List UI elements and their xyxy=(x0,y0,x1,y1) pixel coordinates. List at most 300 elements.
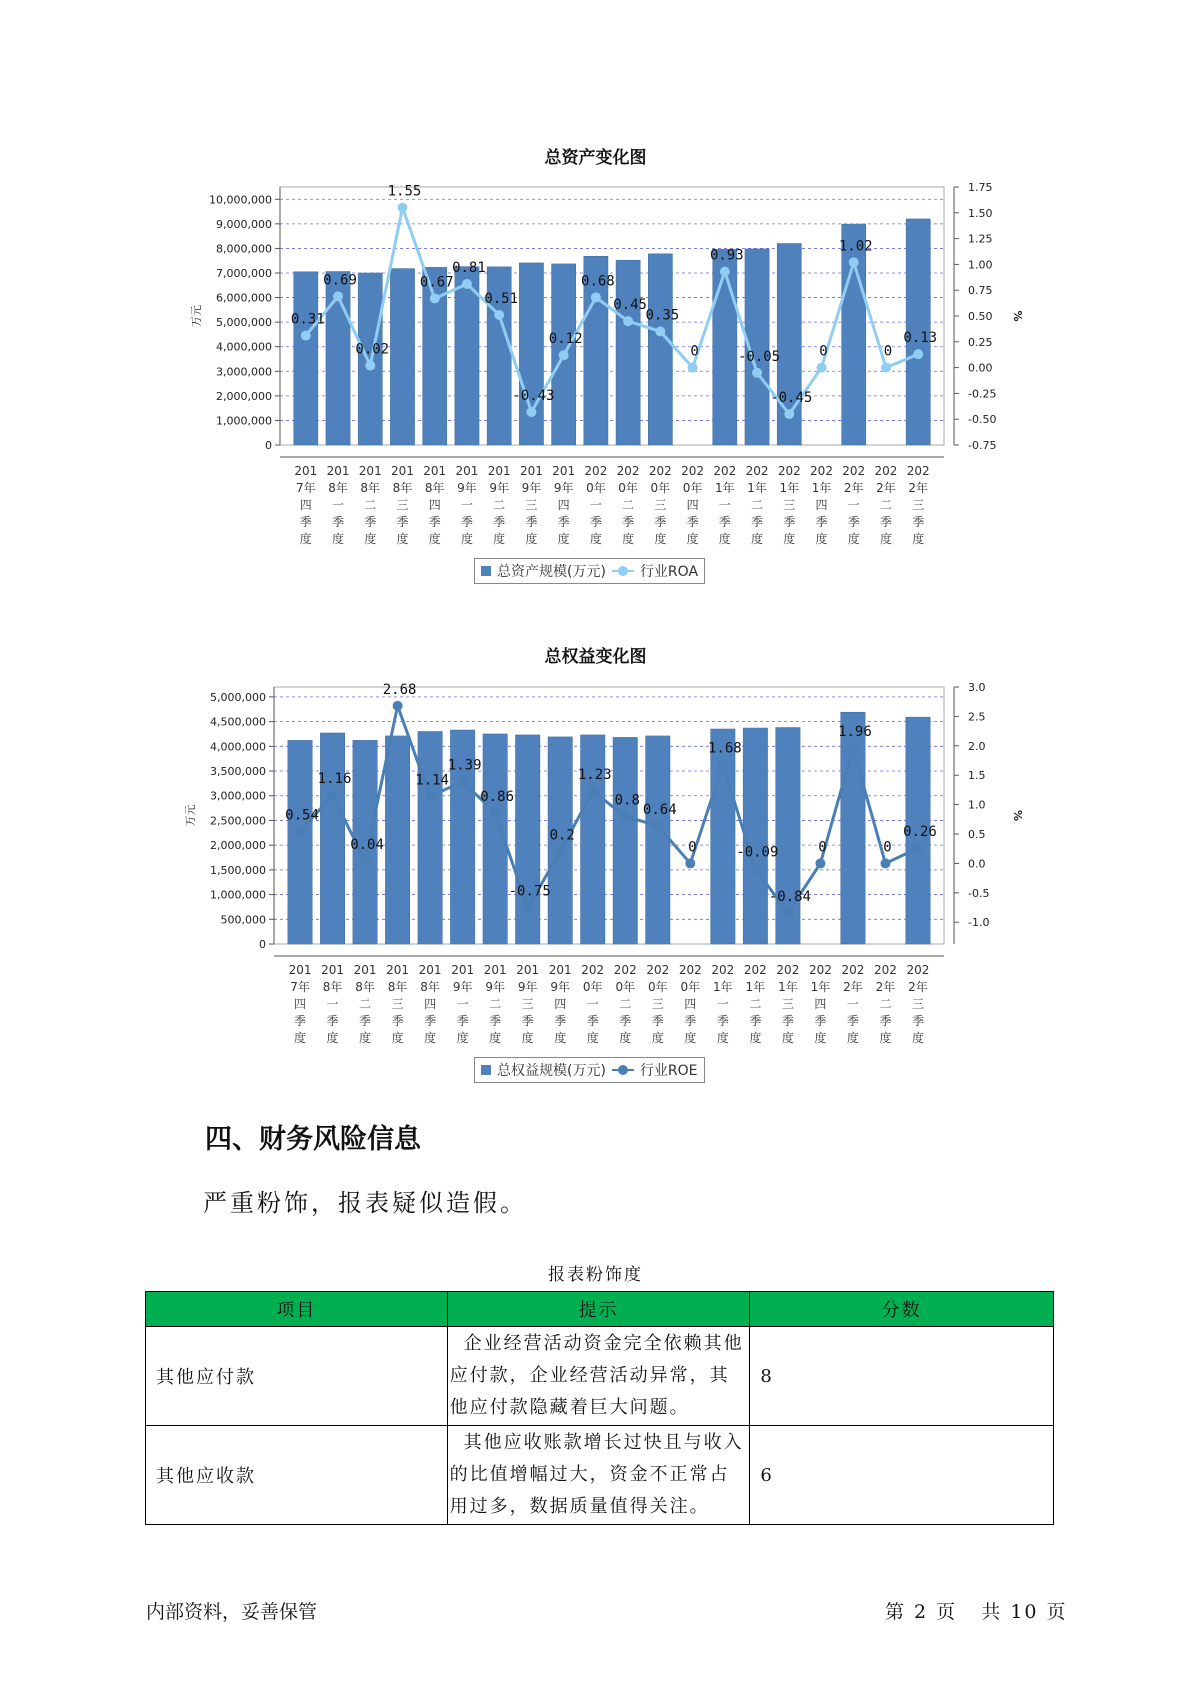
bar xyxy=(743,728,767,944)
x-tick-label: 三 xyxy=(911,997,924,1011)
data-label: 0.04 xyxy=(350,837,384,854)
y-tick-label: 4,000,000 xyxy=(216,340,272,354)
x-tick-label: 季 xyxy=(718,515,731,529)
x-tick-label: 二 xyxy=(879,997,892,1011)
y-tick-label: 6,000,000 xyxy=(216,291,272,305)
x-tick-label: 201 xyxy=(552,464,576,478)
x-tick-label: 二 xyxy=(749,997,762,1011)
x-tick-label: 一 xyxy=(332,498,345,512)
bar-swatch xyxy=(481,1065,491,1075)
x-tick-label: 8年 xyxy=(392,481,413,495)
x-tick-label: 202 xyxy=(777,464,801,478)
x-tick-label: 202 xyxy=(648,464,672,478)
x-tick-label: 一 xyxy=(847,498,860,512)
y-tick-label: 3,000,000 xyxy=(216,365,272,379)
x-tick-label: 一 xyxy=(456,997,469,1011)
x-tick-label: 季 xyxy=(879,515,892,529)
x-tick-label: 0年 xyxy=(586,481,606,495)
x-tick-label: 度 xyxy=(332,532,345,546)
line-point xyxy=(430,293,440,303)
chart-title-equity: 总权益变化图 xyxy=(544,647,647,667)
header-score: 分数 xyxy=(750,1292,1054,1327)
line-point xyxy=(526,407,536,417)
x-tick-label: 度 xyxy=(589,532,602,546)
line-swatch xyxy=(612,566,634,576)
x-tick-label: 1年 xyxy=(713,980,733,994)
y2-tick-label: -1.0 xyxy=(968,916,990,930)
x-tick-label: 一 xyxy=(589,498,602,512)
y2-tick-label: 1.00 xyxy=(968,258,993,272)
line-point xyxy=(397,203,407,213)
x-tick-label: 季 xyxy=(554,1014,567,1028)
x-tick-label: 一 xyxy=(326,997,339,1011)
header-item: 项目 xyxy=(146,1292,448,1327)
bar xyxy=(418,731,442,944)
x-tick-label: 二 xyxy=(751,498,764,512)
x-tick-label: 季 xyxy=(749,1014,762,1028)
data-label: 0.8 xyxy=(614,792,640,809)
y2-tick-label: 0.75 xyxy=(968,284,993,298)
line-point xyxy=(333,291,343,301)
y2-tick-label: -0.5 xyxy=(968,886,990,900)
x-tick-label: 1年 xyxy=(810,980,831,994)
x-tick-label: 度 xyxy=(586,1031,599,1045)
x-tick-label: 202 xyxy=(581,963,605,977)
bar-swatch xyxy=(481,566,491,576)
bar xyxy=(320,733,344,944)
section-body: 严重粉饰，报表疑似造假。 xyxy=(203,1189,527,1217)
x-tick-label: 季 xyxy=(391,1014,404,1028)
y-tick-label: 3,000,000 xyxy=(210,789,266,803)
y2-tick-label: 1.0 xyxy=(968,798,986,812)
data-label: 0.81 xyxy=(452,260,486,277)
x-tick-label: 202 xyxy=(613,963,637,977)
y-tick-label: 2,500,000 xyxy=(210,814,266,828)
x-tick-label: 202 xyxy=(584,464,608,478)
x-tick-label: 四 xyxy=(428,498,441,512)
line-swatch xyxy=(612,1065,634,1075)
x-tick-label: 0年 xyxy=(618,481,638,495)
x-tick-label: 202 xyxy=(841,963,865,977)
y-tick-label: 1,500,000 xyxy=(210,863,266,877)
line-point xyxy=(653,821,663,831)
data-label: -0.43 xyxy=(512,387,555,404)
y2-tick-label: 1.5 xyxy=(968,769,986,783)
x-tick-label: 三 xyxy=(525,498,538,512)
y2-tick-label: 1.75 xyxy=(968,181,993,194)
x-tick-label: 7年 xyxy=(295,481,316,495)
line-point xyxy=(817,363,827,373)
x-tick-label: 二 xyxy=(619,997,632,1011)
x-tick-label: 202 xyxy=(713,464,737,478)
data-label: 0.02 xyxy=(355,341,390,358)
x-tick-label: 度 xyxy=(684,1031,697,1045)
table-row xyxy=(146,1327,1054,1426)
y-tick-label: 5,000,000 xyxy=(210,690,266,704)
bar xyxy=(616,260,640,445)
x-tick-label: 度 xyxy=(783,532,796,546)
y2-tick-label: 0.5 xyxy=(968,828,986,842)
x-tick-label: 一 xyxy=(718,498,731,512)
x-tick-label: 9年 xyxy=(517,980,538,994)
x-tick-label: 0年 xyxy=(582,980,603,994)
x-tick-label: 201 xyxy=(516,963,540,977)
x-tick-label: 9年 xyxy=(457,481,477,495)
line-point xyxy=(393,701,403,711)
x-tick-label: 度 xyxy=(299,532,312,546)
y-tick-label: 8,000,000 xyxy=(216,242,272,256)
line-point xyxy=(849,257,859,267)
x-tick-label: 度 xyxy=(781,1031,794,1045)
line-point xyxy=(523,903,533,913)
x-tick-label: 一 xyxy=(460,498,473,512)
x-tick-label: 202 xyxy=(842,464,866,478)
x-tick-label: 度 xyxy=(489,1031,502,1045)
x-tick-label: 季 xyxy=(586,1014,599,1028)
x-tick-label: 季 xyxy=(751,515,764,529)
x-tick-label: 季 xyxy=(460,515,473,529)
y2-tick-label: 3.0 xyxy=(968,681,986,694)
bar xyxy=(515,735,539,944)
y2-tick-label: -0.25 xyxy=(968,387,997,401)
x-tick-label: 度 xyxy=(460,532,473,546)
x-tick-label: 201 xyxy=(451,963,475,977)
line-point xyxy=(784,409,794,419)
data-label: 0.64 xyxy=(642,801,677,818)
line-point xyxy=(328,790,338,800)
line-point xyxy=(783,908,793,918)
x-tick-label: 度 xyxy=(912,532,925,546)
x-tick-label: 季 xyxy=(396,515,409,529)
legend-bar-label: 总资产规模(万元) xyxy=(497,564,606,580)
section-title: 四、财务风险信息 xyxy=(205,1124,421,1155)
x-tick-label: 季 xyxy=(686,515,699,529)
risk-table xyxy=(145,1291,1054,1525)
data-label: 0.35 xyxy=(645,307,680,324)
x-tick-label: 202 xyxy=(646,963,670,977)
line-point xyxy=(301,331,311,341)
x-tick-label: 一 xyxy=(716,997,729,1011)
data-label: 0.51 xyxy=(484,290,519,307)
x-tick-label: 1年 xyxy=(778,980,798,994)
x-tick-label: 度 xyxy=(326,1031,339,1045)
y-tick-label: 2,000,000 xyxy=(216,389,272,403)
x-tick-label: 202 xyxy=(678,963,702,977)
line-point xyxy=(591,292,601,302)
x-tick-label: 度 xyxy=(424,1031,437,1045)
x-tick-label: 季 xyxy=(654,515,667,529)
x-tick-label: 201 xyxy=(391,464,414,478)
data-label: 1.02 xyxy=(838,238,873,255)
x-tick-label: 度 xyxy=(716,1031,729,1045)
x-tick-label: 1年 xyxy=(811,481,832,495)
x-tick-label: 8年 xyxy=(355,980,375,994)
data-label: 1.16 xyxy=(317,771,352,788)
x-tick-label: 202 xyxy=(874,963,897,977)
x-tick-label: 四 xyxy=(554,997,567,1011)
x-tick-label: 季 xyxy=(332,515,345,529)
x-tick-label: 202 xyxy=(808,963,832,977)
data-label: 1.23 xyxy=(577,767,612,784)
line-point xyxy=(848,743,858,753)
line-point xyxy=(295,827,305,837)
data-label: 2.68 xyxy=(382,681,417,698)
row-score: 8 xyxy=(750,1327,1054,1426)
x-tick-label: 0年 xyxy=(682,481,703,495)
y-tick-label: 2,000,000 xyxy=(210,839,266,853)
y-tick-label: 1,000,000 xyxy=(210,888,266,902)
x-tick-label: 201 xyxy=(321,963,344,977)
line-point xyxy=(559,350,569,360)
x-tick-label: 0年 xyxy=(680,980,701,994)
x-tick-label: 2年 xyxy=(875,980,896,994)
y-tick-label: 7,000,000 xyxy=(216,267,272,280)
line-point xyxy=(750,864,760,874)
data-label: 0.67 xyxy=(419,274,454,291)
data-label: 0.69 xyxy=(323,272,357,289)
line-point xyxy=(458,777,468,787)
x-tick-label: 202 xyxy=(616,464,640,478)
x-tick-label: 1年 xyxy=(745,980,766,994)
x-tick-label: 三 xyxy=(396,498,409,512)
line-point xyxy=(720,267,730,277)
x-tick-label: 201 xyxy=(548,963,572,977)
x-tick-label: 201 xyxy=(326,464,350,478)
data-label: 0.45 xyxy=(613,297,647,314)
x-tick-label: 201 xyxy=(418,963,442,977)
x-tick-label: 202 xyxy=(745,464,769,478)
x-tick-label: 四 xyxy=(294,997,307,1011)
y-tick-label: 0 xyxy=(265,439,272,452)
x-tick-label: 202 xyxy=(874,464,898,478)
data-label: 0 xyxy=(690,343,699,360)
y2-tick-label: 0.0 xyxy=(968,857,986,871)
x-tick-label: 度 xyxy=(364,532,377,546)
x-tick-label: 202 xyxy=(906,464,930,478)
x-tick-label: 二 xyxy=(359,997,372,1011)
bar xyxy=(613,737,637,944)
legend-line-label: 行业ROA xyxy=(639,564,699,580)
x-tick-label: 2年 xyxy=(876,481,896,495)
x-tick-label: 二 xyxy=(493,498,506,512)
data-label: 0.93 xyxy=(709,247,744,264)
x-tick-label: 8年 xyxy=(387,980,408,994)
x-tick-label: 2年 xyxy=(908,481,929,495)
x-tick-label: 度 xyxy=(686,532,699,546)
line-point xyxy=(588,786,598,796)
x-tick-label: 度 xyxy=(493,532,506,546)
x-tick-label: 度 xyxy=(521,1031,534,1045)
bar xyxy=(294,272,318,445)
data-label: 0.54 xyxy=(285,807,319,824)
data-label: 1.68 xyxy=(707,740,742,757)
y2-axis-title: % xyxy=(1011,809,1024,822)
x-tick-label: 201 xyxy=(519,464,543,478)
line-point xyxy=(425,791,435,801)
y2-axis-title: % xyxy=(1011,310,1024,322)
row-item: 其他应收款 xyxy=(146,1426,448,1525)
y2-tick-label: 2.5 xyxy=(968,710,986,724)
line-point xyxy=(462,279,472,289)
footer-confidential: 内部资料，妥善保管 xyxy=(146,1601,318,1623)
equity-chart xyxy=(0,670,1191,1060)
bar xyxy=(713,249,737,445)
x-tick-label: 202 xyxy=(681,464,705,478)
x-tick-label: 季 xyxy=(557,515,570,529)
line-point xyxy=(555,847,565,857)
x-tick-label: 季 xyxy=(456,1014,469,1028)
assets-chart xyxy=(0,170,1191,560)
y-tick-label: 10,000,000 xyxy=(209,193,272,207)
line-point xyxy=(623,316,633,326)
x-tick-label: 三 xyxy=(521,997,534,1011)
x-tick-label: 四 xyxy=(686,498,699,512)
x-tick-label: 季 xyxy=(326,1014,339,1028)
x-tick-label: 度 xyxy=(749,1031,762,1045)
line-point xyxy=(688,363,698,373)
x-tick-label: 度 xyxy=(879,1031,892,1045)
data-label: 0.31 xyxy=(290,311,325,328)
x-tick-label: 2年 xyxy=(843,481,864,495)
data-label: 0.86 xyxy=(480,788,515,805)
line-point xyxy=(620,811,630,821)
line-point xyxy=(718,760,728,770)
x-tick-label: 三 xyxy=(912,498,925,512)
x-tick-label: 9年 xyxy=(521,481,542,495)
x-tick-label: 一 xyxy=(586,997,599,1011)
x-tick-label: 季 xyxy=(814,1014,827,1028)
y2-tick-label: 1.50 xyxy=(968,206,993,220)
legend-bar-label: 总权益规模(万元) xyxy=(497,1063,606,1079)
x-tick-label: 度 xyxy=(815,532,828,546)
data-label: -0.84 xyxy=(768,888,811,905)
x-tick-label: 季 xyxy=(428,515,441,529)
bar xyxy=(288,740,312,944)
data-label: -0.45 xyxy=(770,390,813,407)
x-tick-label: 度 xyxy=(391,1031,404,1045)
x-tick-label: 季 xyxy=(525,515,538,529)
y-tick-label: 3,500,000 xyxy=(210,765,266,779)
row-item: 其他应付款 xyxy=(146,1327,448,1426)
x-tick-label: 季 xyxy=(489,1014,502,1028)
data-label: 1.39 xyxy=(447,757,482,774)
data-label: 0.26 xyxy=(903,824,937,841)
bar xyxy=(390,269,414,445)
x-tick-label: 度 xyxy=(396,532,409,546)
table-row xyxy=(146,1426,1054,1525)
y2-tick-label: -0.75 xyxy=(968,439,997,452)
assets-legend xyxy=(474,558,705,584)
x-tick-label: 三 xyxy=(391,997,404,1011)
row-hint: 其他应收账款增长过快且与收入的比值增幅过大，资金不正常占用过多，数据质量值得关注。 xyxy=(447,1426,750,1525)
x-tick-label: 季 xyxy=(846,1014,859,1028)
y2-tick-label: 0.25 xyxy=(968,335,993,349)
data-label: 0 xyxy=(688,839,697,856)
x-tick-label: 度 xyxy=(651,1031,664,1045)
x-tick-label: 度 xyxy=(751,532,764,546)
data-label: 0.13 xyxy=(903,330,938,347)
data-label: 0.68 xyxy=(581,273,615,290)
data-label: -0.05 xyxy=(737,348,781,365)
x-tick-label: 季 xyxy=(847,515,860,529)
line-point xyxy=(815,858,825,868)
table-header-row xyxy=(146,1292,1054,1327)
x-tick-label: 二 xyxy=(622,498,635,512)
x-tick-label: 0年 xyxy=(647,980,668,994)
x-tick-label: 9年 xyxy=(452,980,473,994)
x-tick-label: 季 xyxy=(424,1014,437,1028)
line-point xyxy=(490,808,500,818)
x-tick-label: 202 xyxy=(906,963,930,977)
x-tick-label: 度 xyxy=(428,532,441,546)
line-point xyxy=(881,363,891,373)
y-tick-label: 1,000,000 xyxy=(216,414,272,428)
line-point xyxy=(655,326,665,336)
line-point xyxy=(360,856,370,866)
x-tick-label: 1年 xyxy=(779,481,800,495)
x-tick-label: 度 xyxy=(846,1031,859,1045)
x-tick-label: 度 xyxy=(557,532,570,546)
x-tick-label: 1年 xyxy=(747,481,767,495)
x-tick-label: 季 xyxy=(294,1014,307,1028)
x-tick-label: 1年 xyxy=(714,481,735,495)
x-tick-label: 201 xyxy=(294,464,318,478)
x-tick-label: 2年 xyxy=(843,980,863,994)
x-tick-label: 季 xyxy=(716,1014,729,1028)
x-tick-label: 二 xyxy=(879,498,892,512)
x-tick-label: 三 xyxy=(781,997,794,1011)
x-tick-label: 季 xyxy=(521,1014,534,1028)
x-tick-label: 四 xyxy=(815,498,828,512)
row-score: 6 xyxy=(750,1426,1054,1525)
x-tick-label: 201 xyxy=(358,464,382,478)
x-tick-label: 度 xyxy=(525,532,538,546)
x-tick-label: 度 xyxy=(294,1031,307,1045)
data-label: 0 xyxy=(818,839,827,856)
x-tick-label: 度 xyxy=(554,1031,567,1045)
x-tick-label: 201 xyxy=(353,963,377,977)
line-point xyxy=(913,843,923,853)
x-tick-label: 8年 xyxy=(322,980,343,994)
x-tick-label: 度 xyxy=(359,1031,372,1045)
x-tick-label: 季 xyxy=(783,515,796,529)
x-tick-label: 季 xyxy=(493,515,506,529)
x-tick-label: 202 xyxy=(776,963,800,977)
data-label: 0.12 xyxy=(548,331,583,348)
data-label: 1.14 xyxy=(415,772,449,789)
x-tick-label: 9年 xyxy=(485,980,505,994)
x-tick-label: 201 xyxy=(386,963,410,977)
x-tick-label: 度 xyxy=(814,1031,827,1045)
data-label: 0 xyxy=(883,343,893,360)
x-tick-label: 202 xyxy=(743,963,767,977)
x-tick-label: 一 xyxy=(846,997,859,1011)
x-tick-label: 季 xyxy=(619,1014,632,1028)
y-tick-label: 9,000,000 xyxy=(216,217,272,231)
y-tick-label: 4,000,000 xyxy=(210,740,266,754)
x-tick-label: 二 xyxy=(489,997,502,1011)
y2-tick-label: -0.50 xyxy=(968,413,997,427)
x-tick-label: 8年 xyxy=(360,481,381,495)
x-tick-label: 8年 xyxy=(424,481,445,495)
x-tick-label: 9年 xyxy=(553,481,574,495)
x-tick-label: 度 xyxy=(911,1031,924,1045)
line-point xyxy=(880,858,890,868)
bar xyxy=(648,254,672,445)
row-hint: 企业经营活动资金完全依赖其他应付款，企业经营活动异常，其他应付款隐藏着巨大问题。 xyxy=(447,1327,750,1426)
x-tick-label: 四 xyxy=(299,498,312,512)
y-tick-label: 500,000 xyxy=(220,913,266,927)
